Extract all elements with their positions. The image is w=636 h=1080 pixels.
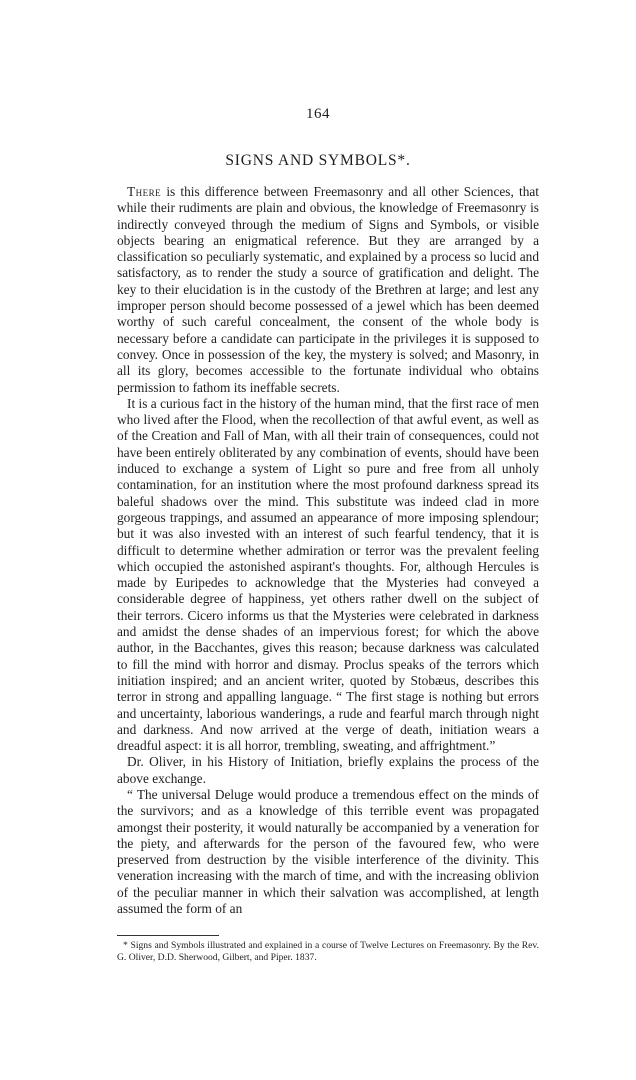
paragraph-2: It is a curious fact in the history of the human mind, that the first race of men who lived after the Flood, when the recollection of that awful event, as well as of the Creation and Fall of Man, with all their train of consequences, could not have been entirely obliterated by any combination of events, should have been induced to exchange a system of Light so pure and free from all unholy contamination, for an institution where the most profound darkness spread its baleful shadows over the mind. This substitute was indeed clad in more gorgeous trappings, and assumed an appearance of more imposing splendour; but it was also invested with an interest of such fearful tendency, that it is difficult to determine whether admiration or terror was the prevalent feeling which occupied the astonished aspirant's thoughts. For, although Hercules is made by Euripedes to acknowledge that the Mysteries had conveyed a considerable degree of happiness, yet others rather dwell on the subject of their terrors. Cicero informs us that the Mysteries were celebrated in darkness and amidst the dense shades of an impervious forest; for which the above author, in the Bacchantes, gives this reason; because darkness was calculated to fill the mind with horror and dismay. Proclus speaks of the terrors which initiation inspired; and an ancient writer, quoted by Stobæus, describes this terror in strong and appalling language. “ The first stage is nothing but errors and uncertainty, laborious wanderings, a rude and fearful march through night and darkness. And now arrived at the verge of death, initiation wears a dreadful aspect: it is all horror, trembling, sweating, and affrightment.” (117, 395, 539, 754)
paragraph-4: “ The universal Deluge would produce a tremendous effect on the minds of the survivors; and as a knowledge of this terrible event was propagated amongst their posterity, it would naturally be accompanied by a veneration for the piety, and afterwards for the person of the favoured few, who were preserved from destruction by the visible interference of the divinity. This veneration increasing with the march of time, and with the increasing oblivion of the peculiar manner in which their salvation was accomplished, at length assumed the form of an (117, 786, 539, 917)
body-text (117, 184, 539, 917)
footnote: * Signs and Symbols illustrated and explained in a course of Twelve Lectures on Freemasonry. By the Rev. G. Oliver, D.D. Sherwood, Gilbert, and Piper. 1837. (117, 940, 539, 963)
lead-word: There (127, 184, 162, 199)
paragraph-1-text: is this difference between Freemasonry and all other Sciences, that while their rudiments are plain and obvious, the knowledge of Freemasonry is indirectly conveyed through the medium of Signs and Symbols, or visible objects bearing an enigmatical reference. But they are arranged by a classification so peculiarly systematic, and explained by a process so lucid and satisfactory, as to render the study a source of gratification and delight. The key to their elucidation is in the custody of the Brethren at large; and lest any improper person should become possessed of a jewel which has been deemed worthy of such careful concealment, the consent of the whole body is necessary before a candidate can participate in the privileges it is supposed to convey. Once in possession of the key, the mystery is solved; and Masonry, in all its glory, becomes accessible to the fortunate individual who obtains permission to fathom its ineffable secrets. (117, 184, 539, 395)
page-title: SIGNS AND SYMBOLS*. (225, 152, 411, 169)
paragraph-1 (117, 184, 539, 396)
paragraph-3: Dr. Oliver, in his History of Initiation, briefly explains the process of the above exchange. (117, 754, 539, 786)
page-number: 164 (306, 106, 330, 122)
footnote-divider (117, 935, 219, 936)
